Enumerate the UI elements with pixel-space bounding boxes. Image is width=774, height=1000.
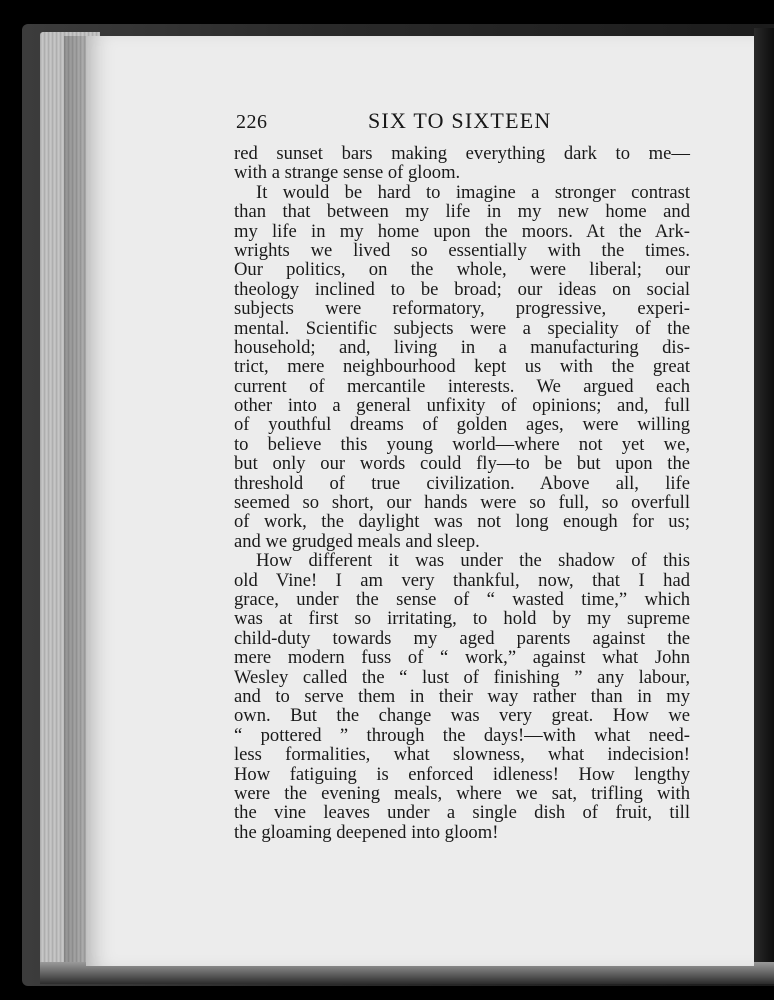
page-body xyxy=(234,144,690,842)
text-line: less formalities, what slowness, what indecision! xyxy=(234,744,690,766)
text-line: than that between my life in my new home and xyxy=(234,201,690,223)
text-line: own. But the change was very great. How we xyxy=(234,705,690,727)
text-line: It would be hard to imagine a stronger contrast xyxy=(256,181,690,203)
text-line: with a strange sense of gloom. xyxy=(234,162,461,184)
text-line: Our politics, on the whole, were liberal; our xyxy=(234,259,690,281)
text-line: subjects were reformatory, progressive, experi- xyxy=(234,298,690,320)
text-line: my life in my home upon the moors. At the Ark- xyxy=(234,220,690,242)
text-line: the vine leaves under a single dish of fruit, till xyxy=(234,802,690,824)
text-line: were the evening meals, where we sat, trifling with xyxy=(234,782,690,804)
text-line: How different it was under the shadow of this xyxy=(256,550,690,572)
text-line: and to serve them in their way rather than in my xyxy=(234,685,690,707)
text-line: of work, the daylight was not long enough for us; xyxy=(234,511,690,533)
page-number: 226 xyxy=(236,111,268,133)
text-line: How fatiguing is enforced idleness! How lengthy xyxy=(234,763,690,785)
text-line: grace, under the sense of “ wasted time,” which xyxy=(234,588,690,610)
text-line: and we grudged meals and sleep. xyxy=(234,530,480,552)
text-line: wrights we lived so essentially with the times. xyxy=(234,239,690,261)
text-line: seemed so short, our hands were so full, so overfull xyxy=(234,492,690,514)
text-line: “ pottered ” through the days!—with what need- xyxy=(234,724,690,746)
text-line: old Vine! I am very thankful, now, that I had xyxy=(234,569,690,591)
text-line: other into a general unfixity of opinions; and, full xyxy=(234,395,690,417)
text-line: current of mercantile interests. We argued each xyxy=(234,375,690,397)
text-line: the gloaming deepened into gloom! xyxy=(234,821,499,843)
text-line: trict, mere neighbourhood kept us with the great xyxy=(234,356,690,378)
text-line: to believe this young world—where not yet we, xyxy=(234,433,690,455)
text-line: of youthful dreams of golden ages, were willing xyxy=(234,414,690,436)
text-line: child-duty towards my aged parents against the xyxy=(234,627,690,649)
running-head: SIX TO SIXTEEN xyxy=(368,108,552,133)
text-line: red sunset bars making everything dark to me— xyxy=(234,143,690,164)
text-line: Wesley called the “ lust of finishing ” any labour, xyxy=(234,666,690,688)
text-line: but only our words could fly—to be but upon the xyxy=(234,453,690,475)
text-line: theology inclined to be broad; our ideas on social xyxy=(234,278,690,300)
text-line: mental. Scientific subjects were a speciality of the xyxy=(234,317,690,339)
text-line: threshold of true civilization. Above all, life xyxy=(234,472,690,494)
text-line: mere modern fuss of “ work,” against what John xyxy=(234,647,690,669)
text-line: was at first so irritating, to hold by my supreme xyxy=(234,608,690,630)
right-binding-edge xyxy=(754,28,774,978)
page-header xyxy=(236,108,688,138)
text-line: household; and, living in a manufacturing dis- xyxy=(234,336,690,358)
